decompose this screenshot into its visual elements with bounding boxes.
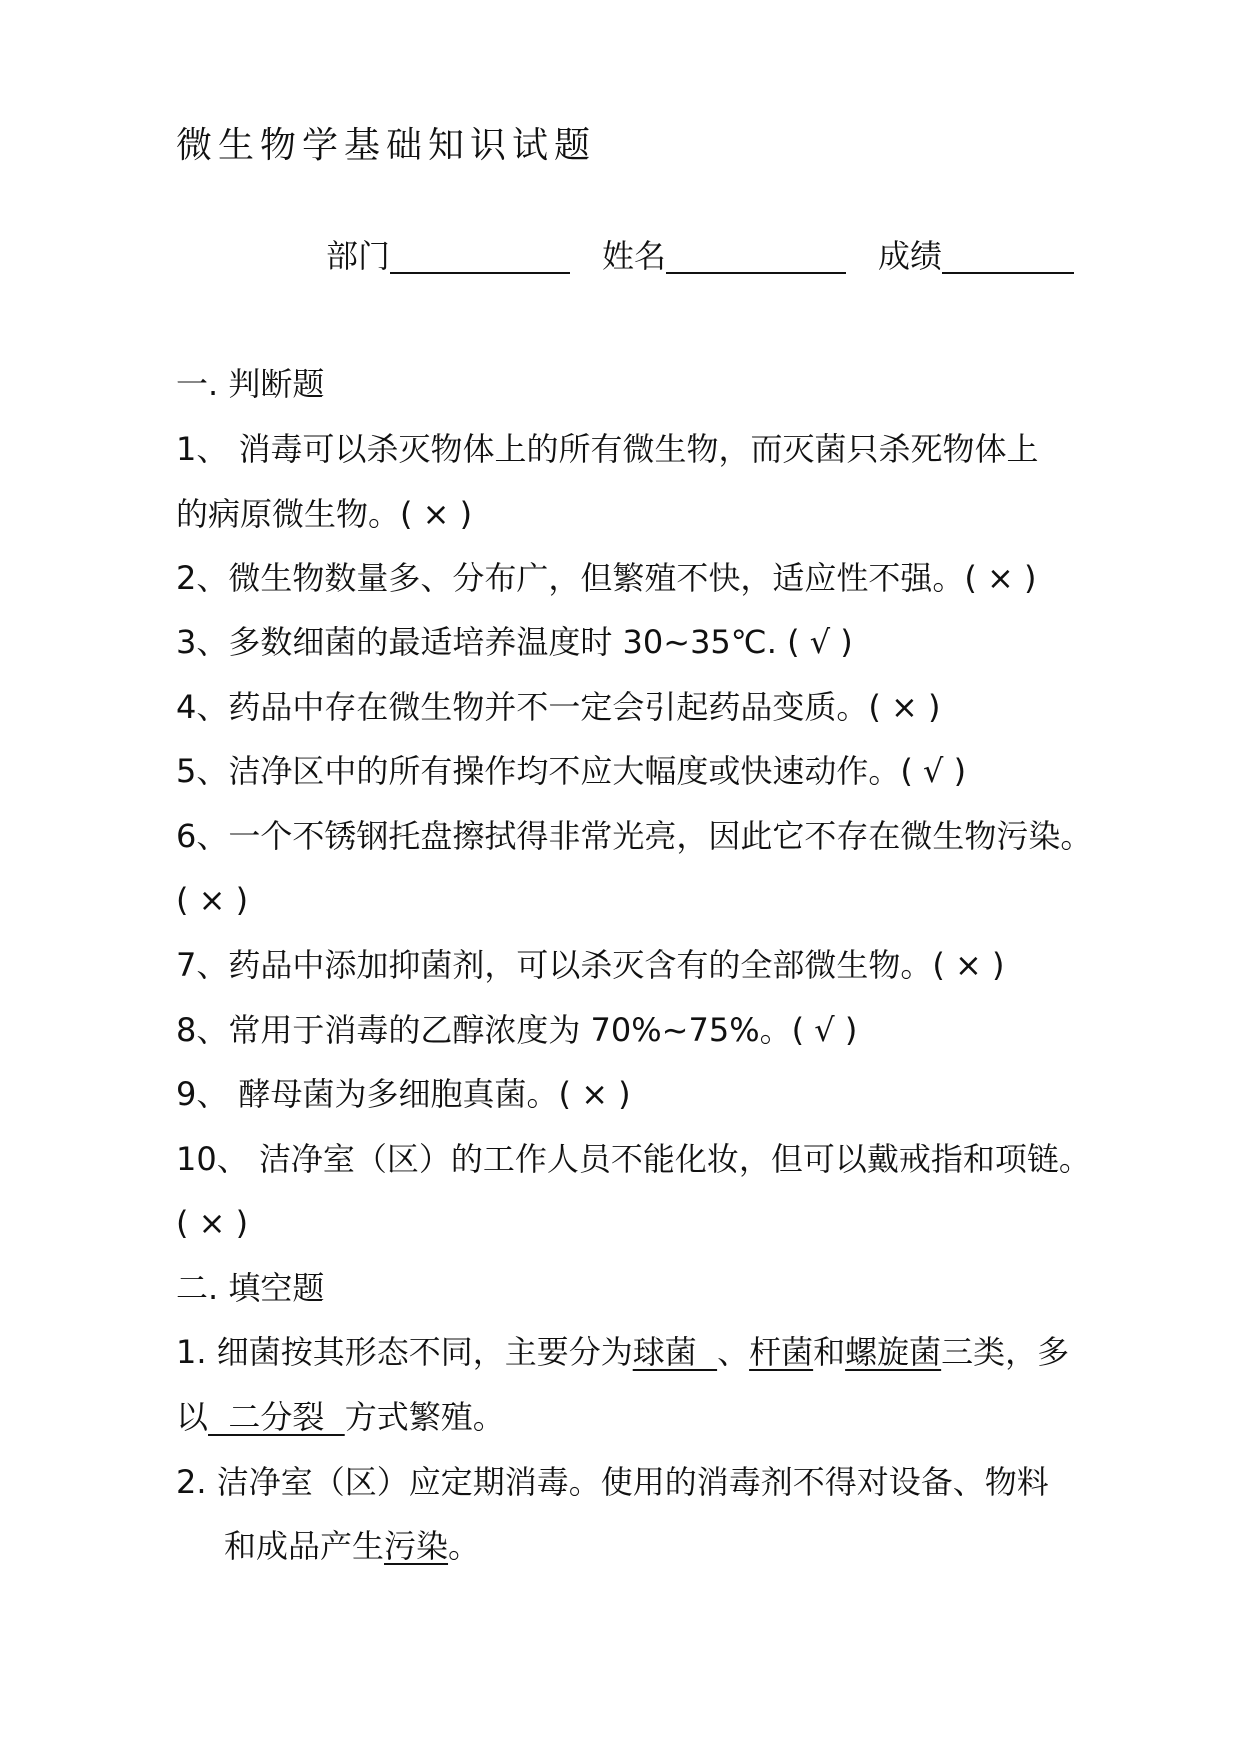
judgement-q10-line2: ( × ) xyxy=(176,1204,249,1242)
judgement-q2: 2、微生物数量多、分布广，但繁殖不快，适应性不强。( × ) xyxy=(176,559,1037,597)
section-heading-fill-in: 二. 填空题 xyxy=(176,1269,325,1307)
dept-label: 部门 xyxy=(326,237,391,275)
judgement-q1-line2: 的病原微生物。( × ) xyxy=(176,495,473,533)
fill-q2-line1: 2. 洁净室（区）应定期消毒。使用的消毒剂不得对设备、物料 xyxy=(176,1463,1049,1501)
fill-q1-suffix: 三类，多 xyxy=(941,1333,1070,1371)
judgement-q9: 9、 酵母菌为多细胞真菌。( × ) xyxy=(176,1075,631,1113)
name-blank xyxy=(666,232,846,274)
fill-q1-line1 xyxy=(176,1328,1069,1376)
fill-q1-line2-prefix: 以 xyxy=(176,1398,209,1436)
score-label: 成绩 xyxy=(878,237,943,275)
answer-contamination: 污染 xyxy=(384,1527,449,1565)
page-title: 微生物学基础知识试题 xyxy=(176,125,597,166)
answer-cocci: 球菌 xyxy=(632,1333,718,1371)
judgement-q8: 8、常用于消毒的乙醇浓度为 70%~75%。( √ ) xyxy=(176,1011,858,1049)
dept-field xyxy=(326,232,570,280)
score-field xyxy=(878,232,1074,280)
answer-spirilla: 螺旋菌 xyxy=(845,1333,942,1371)
judgement-q4: 4、药品中存在微生物并不一定会引起药品变质。( × ) xyxy=(176,688,941,726)
dept-blank xyxy=(390,232,570,274)
judgement-q6-line2: ( × ) xyxy=(176,881,249,919)
answer-binary-fission: 二分裂 xyxy=(208,1398,345,1436)
fill-q1-sep1: 、 xyxy=(717,1333,750,1371)
fill-q2-line2-suffix: 。 xyxy=(448,1527,481,1565)
name-label: 姓名 xyxy=(602,237,667,275)
score-blank xyxy=(942,232,1074,274)
judgement-q10-line1: 10、 洁净室（区）的工作人员不能化妆，但可以戴戒指和项链。 xyxy=(176,1140,1091,1178)
section-heading-judgement: 一. 判断题 xyxy=(176,365,325,403)
fill-q2-line2 xyxy=(224,1522,480,1570)
fill-q1-line2-suffix: 方式繁殖。 xyxy=(344,1398,505,1436)
judgement-q1-line1: 1、 消毒可以杀灭物体上的所有微生物，而灭菌只杀死物体上 xyxy=(176,430,1039,468)
header-fields xyxy=(326,232,1074,280)
judgement-q7: 7、药品中添加抑菌剂，可以杀灭含有的全部微生物。( × ) xyxy=(176,946,1005,984)
fill-q1-line2 xyxy=(176,1393,505,1441)
answer-bacilli: 杆菌 xyxy=(749,1333,814,1371)
name-field xyxy=(602,232,846,280)
fill-q2-line2-prefix: 和成品产生 xyxy=(224,1527,385,1565)
judgement-q5: 5、洁净区中的所有操作均不应大幅度或快速动作。( √ ) xyxy=(176,752,967,790)
fill-q1-prefix: 1. 细菌按其形态不同，主要分为 xyxy=(176,1333,633,1371)
fill-q1-sep2: 和 xyxy=(813,1333,846,1371)
judgement-q3: 3、多数细菌的最适培养温度时 30~35℃. ( √ ) xyxy=(176,623,853,661)
judgement-q6-line1: 6、一个不锈钢托盘擦拭得非常光亮，因此它不存在微生物污染。 xyxy=(176,817,1093,855)
